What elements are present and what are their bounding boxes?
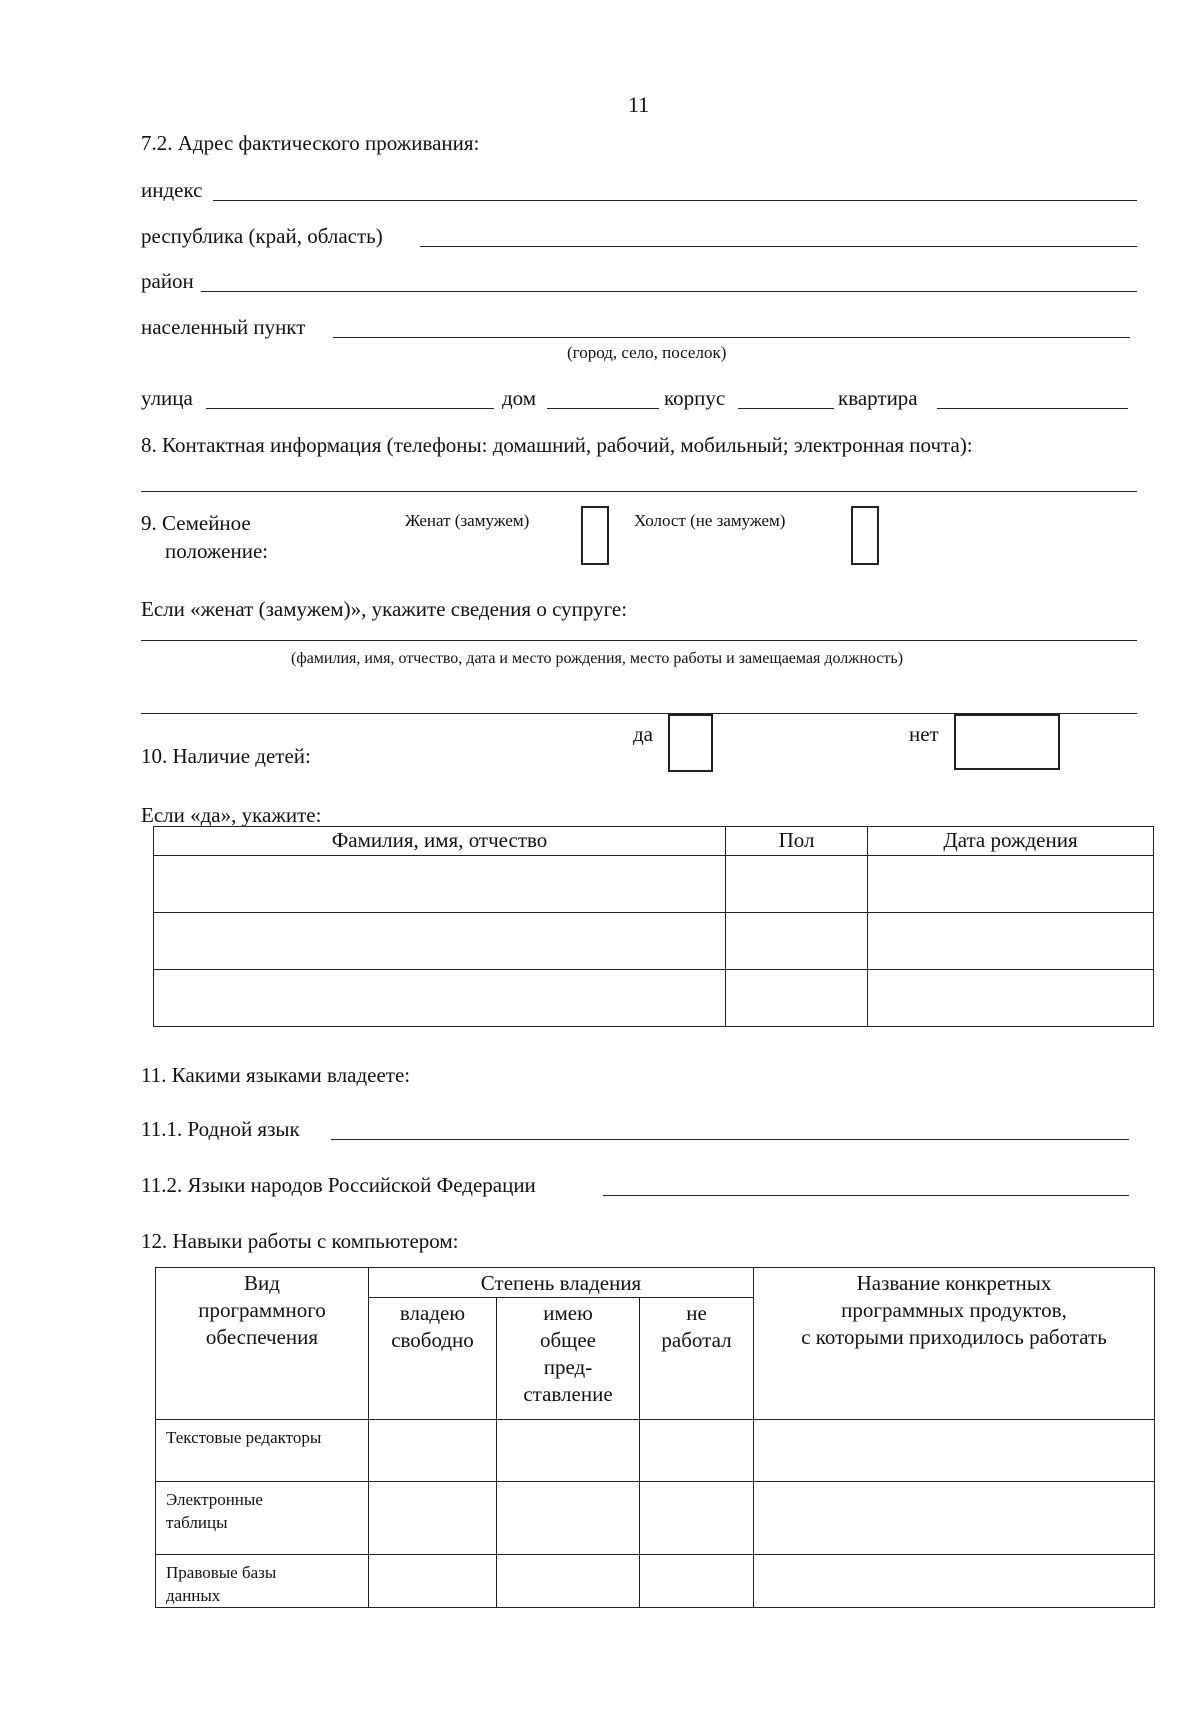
page-number: 11	[628, 92, 650, 117]
table-row	[156, 1420, 1155, 1482]
products-cell[interactable]	[754, 1482, 1155, 1555]
general-idea-cell[interactable]	[497, 1420, 640, 1482]
never-worked-cell[interactable]	[640, 1555, 754, 1608]
never-worked-cell[interactable]	[640, 1482, 754, 1555]
fluent-cell[interactable]	[369, 1420, 497, 1482]
fluent-cell[interactable]	[369, 1555, 497, 1608]
table-row	[156, 1555, 1155, 1608]
index-field[interactable]	[213, 200, 1137, 201]
locality-label: населенный пункт	[141, 315, 306, 339]
apartment-field[interactable]	[937, 408, 1128, 409]
index-label: индекс	[141, 178, 203, 202]
software-row-label: Электронные таблицы	[156, 1482, 369, 1555]
never-worked-cell[interactable]	[640, 1420, 754, 1482]
spouse-field-1[interactable]	[141, 640, 1137, 641]
fluent-cell[interactable]	[369, 1482, 497, 1555]
column-header: Пол	[726, 827, 868, 856]
software-type-header: Вид программного обеспечения	[156, 1268, 369, 1420]
child-birthdate-cell[interactable]	[868, 970, 1154, 1027]
children-yes-checkbox[interactable]	[668, 714, 713, 772]
street-label: улица	[141, 386, 193, 410]
software-row-label: Текстовые редакторы	[156, 1420, 369, 1482]
languages-heading: 11. Какими языками владеете:	[141, 1063, 411, 1087]
contacts-heading: 8. Контактная информация (телефоны: домашний, рабочий, мобильный; электронная почта):	[141, 433, 973, 457]
table-row	[154, 913, 1154, 970]
proficiency-header: Степень владения	[369, 1268, 754, 1298]
no-label: нет	[909, 722, 939, 746]
software-row-label: Правовые базы данных	[156, 1555, 369, 1608]
general-idea-cell[interactable]	[497, 1482, 640, 1555]
child-birthdate-cell[interactable]	[868, 856, 1154, 913]
table-row	[156, 1482, 1155, 1555]
region-field[interactable]	[420, 246, 1137, 247]
child-sex-cell[interactable]	[726, 970, 868, 1027]
general-idea-cell[interactable]	[497, 1555, 640, 1608]
single-label: Холост (не замужем)	[634, 511, 786, 530]
children-table-header	[154, 827, 1154, 856]
married-label: Женат (замужем)	[405, 511, 530, 530]
child-name-cell[interactable]	[154, 913, 726, 970]
marital-heading-line1: 9. Семейное	[141, 511, 251, 535]
building-label: корпус	[664, 386, 726, 410]
rf-languages-label: 11.2. Языки народов Российской Федерации	[141, 1173, 536, 1197]
single-checkbox[interactable]	[851, 506, 879, 565]
contacts-field[interactable]	[141, 491, 1137, 492]
married-checkbox[interactable]	[581, 506, 609, 565]
children-table	[153, 826, 1154, 1027]
region-label: республика (край, область)	[141, 224, 383, 248]
child-name-cell[interactable]	[154, 970, 726, 1027]
locality-field[interactable]	[333, 337, 1130, 338]
house-label: дом	[502, 386, 537, 410]
computer-heading: 12. Навыки работы с компьютером:	[141, 1229, 459, 1253]
child-birthdate-cell[interactable]	[868, 913, 1154, 970]
child-name-cell[interactable]	[154, 856, 726, 913]
rf-languages-field[interactable]	[603, 1195, 1129, 1196]
general-idea-header: имею общее пред- ставление	[497, 1298, 640, 1420]
computer-skills-table	[155, 1267, 1155, 1608]
spouse-hint: (фамилия, имя, отчество, дата и место рождения, место работы и замещаемая должность)	[291, 650, 904, 667]
children-no-checkbox[interactable]	[954, 714, 1060, 770]
locality-hint: (город, село, поселок)	[567, 343, 727, 362]
house-field[interactable]	[547, 408, 659, 409]
table-row	[154, 970, 1154, 1027]
native-language-field[interactable]	[331, 1139, 1129, 1140]
column-header: Фамилия, имя, отчество	[154, 827, 726, 856]
never-worked-header: не работал	[640, 1298, 754, 1420]
products-cell[interactable]	[754, 1555, 1155, 1608]
spouse-prompt: Если «женат (замужем)», укажите сведения о супруге:	[141, 597, 628, 621]
computer-table-header	[156, 1268, 1155, 1298]
street-field[interactable]	[206, 408, 494, 409]
column-header: Дата рождения	[868, 827, 1154, 856]
table-row	[154, 856, 1154, 913]
children-prompt: Если «да», укажите:	[141, 803, 322, 827]
address-heading: 7.2. Адрес фактического проживания:	[141, 131, 480, 155]
native-language-label: 11.1. Родной язык	[141, 1117, 300, 1141]
children-heading: 10. Наличие детей:	[141, 744, 311, 768]
products-header: Название конкретных программных продуктов, с которыми приходилось работать	[754, 1268, 1155, 1420]
district-field[interactable]	[201, 291, 1137, 292]
apartment-label: квартира	[838, 386, 918, 410]
marital-heading-line2: положение:	[165, 539, 269, 563]
yes-label: да	[633, 722, 654, 746]
child-sex-cell[interactable]	[726, 856, 868, 913]
building-field[interactable]	[738, 408, 834, 409]
fluent-header: владею свободно	[369, 1298, 497, 1420]
products-cell[interactable]	[754, 1420, 1155, 1482]
district-label: район	[141, 269, 194, 293]
child-sex-cell[interactable]	[726, 913, 868, 970]
